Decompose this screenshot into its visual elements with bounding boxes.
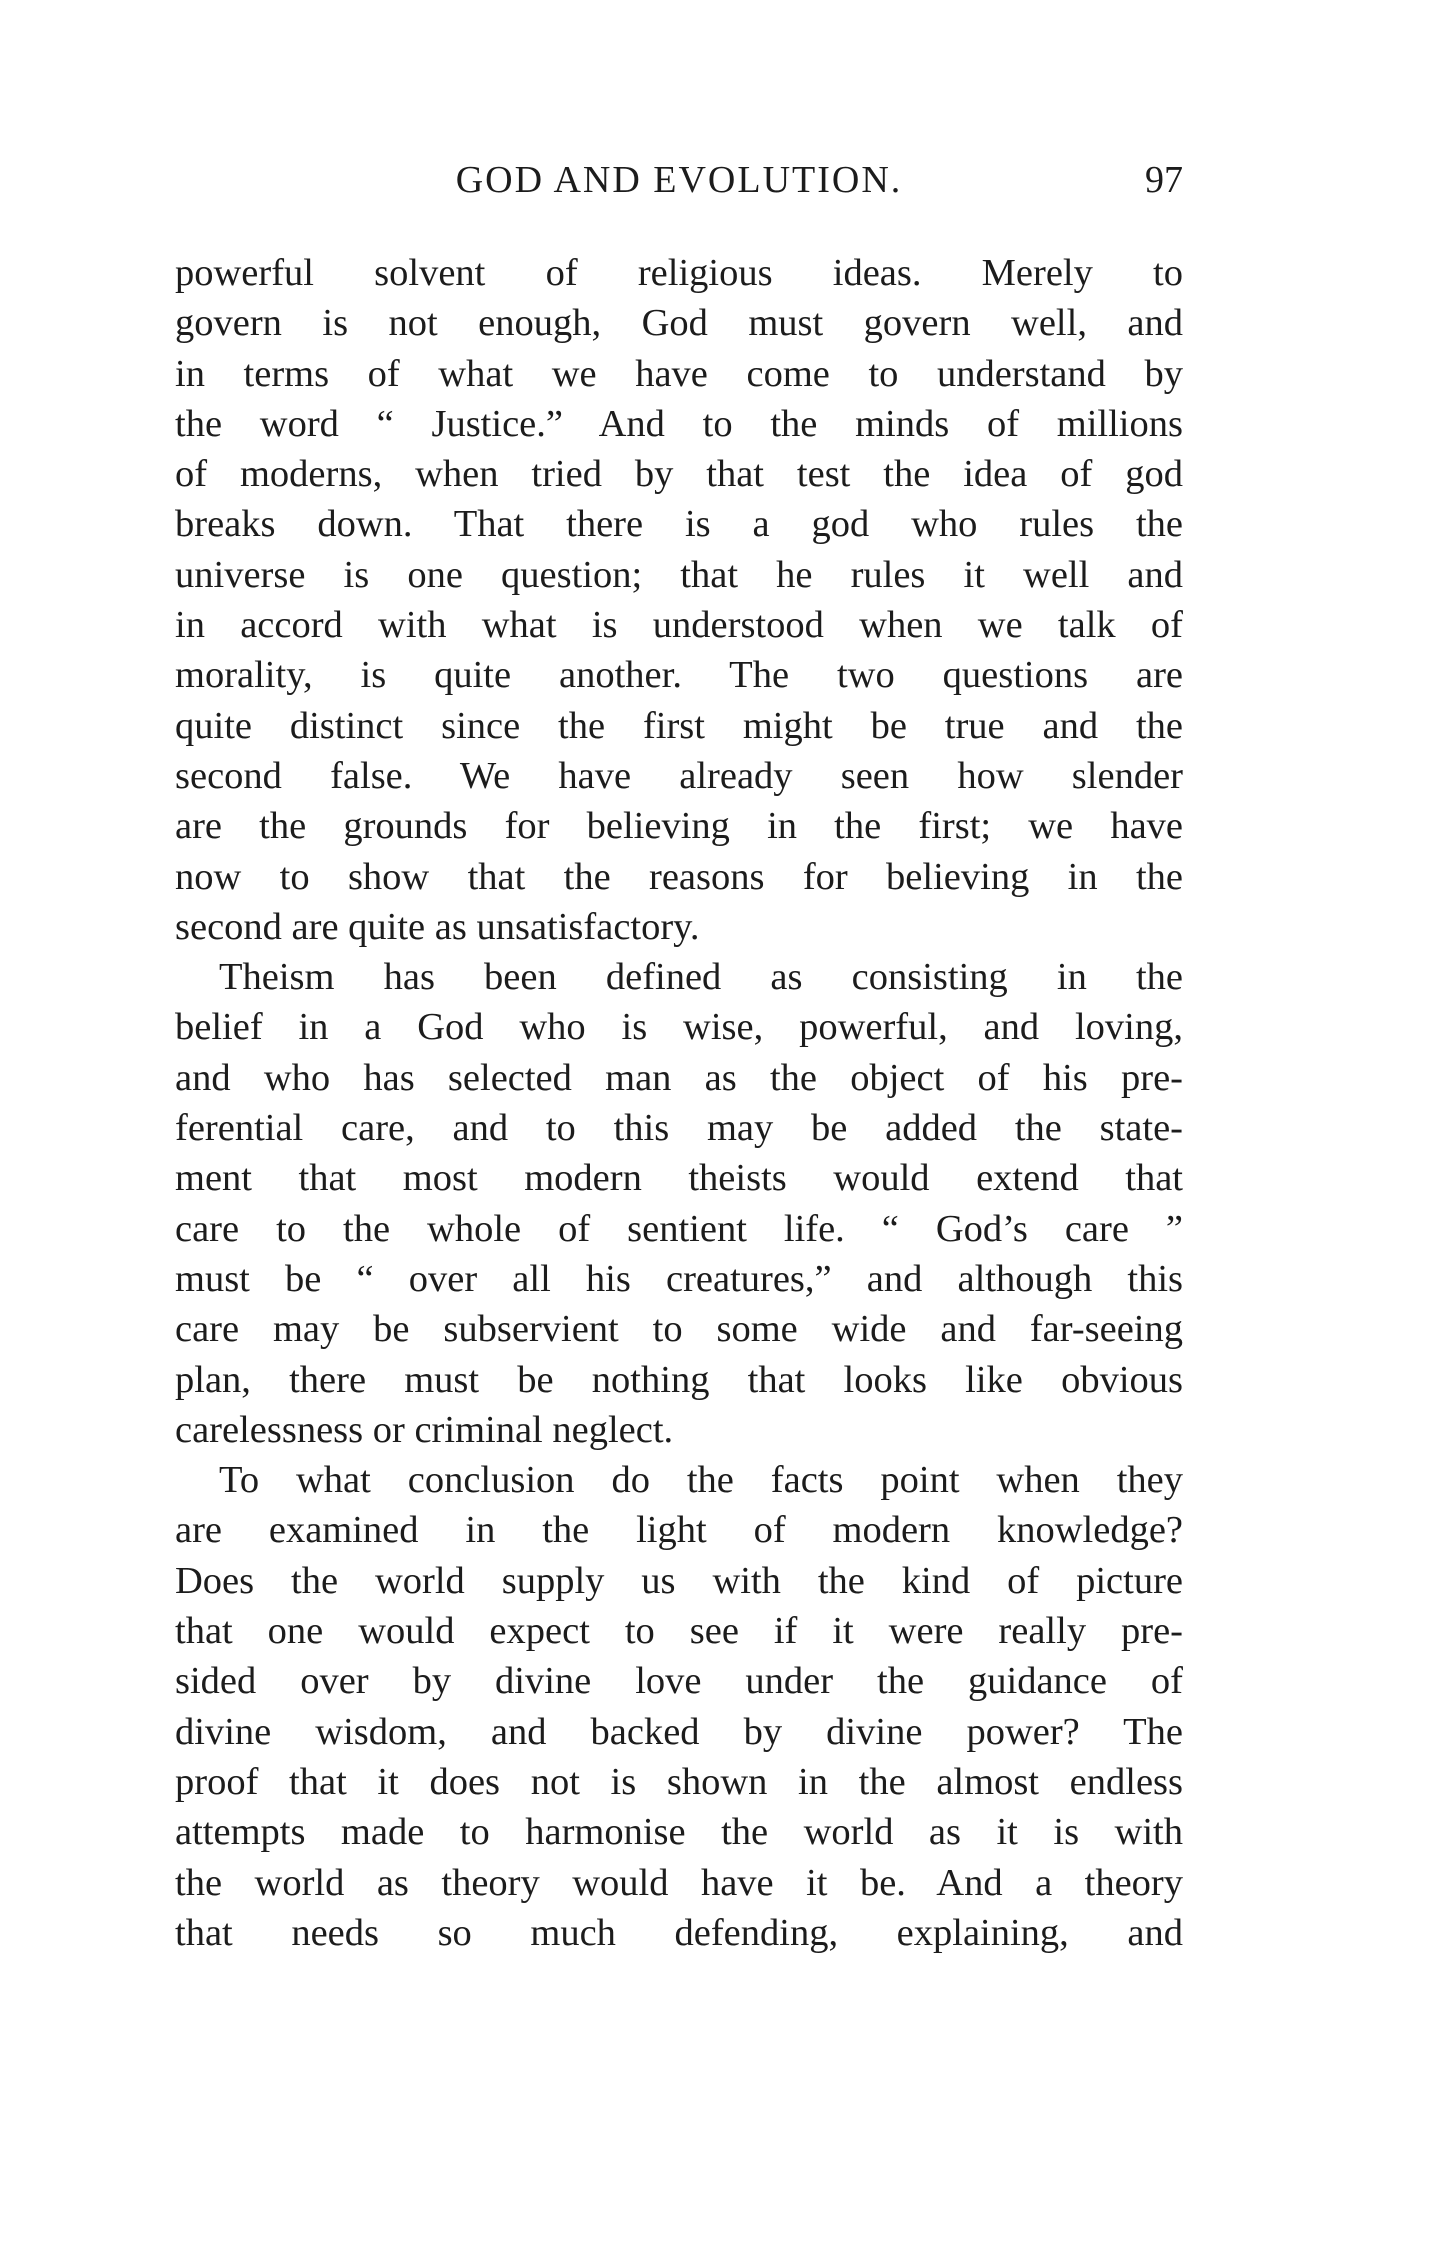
text-line: Theism has been defined as consisting in the — [219, 956, 1183, 999]
text-line: now to show that the reasons for believing in the — [175, 855, 1183, 898]
text-line: ferential care, and to this may be added the state- — [175, 1107, 1183, 1150]
text-line: ment that most modern theists would extend that — [175, 1157, 1183, 1200]
text-line: are examined in the light of modern knowledge? — [175, 1509, 1183, 1552]
text-line: attempts made to harmonise the world as it is with — [175, 1811, 1183, 1854]
text-line: morality, is quite another. The two questions are — [175, 654, 1183, 697]
text-line: second false. We have already seen how slender — [175, 754, 1183, 797]
text-line: quite distinct since the first might be true and the — [175, 704, 1183, 747]
body-text — [175, 248, 1183, 1958]
text-line: second are quite as unsatisfactory. — [175, 905, 700, 948]
text-line: divine wisdom, and backed by divine power? The — [175, 1710, 1183, 1753]
running-title: GOD AND EVOLUTION. — [455, 159, 903, 201]
text-line: in accord with what is understood when we talk of — [175, 604, 1183, 647]
paragraph-3 — [175, 1455, 1183, 1958]
text-line: Does the world supply us with the kind of picture — [175, 1559, 1183, 1602]
text-line: powerful solvent of religious ideas. Merely to — [175, 252, 1183, 294]
text-line: universe is one question; that he rules it well and — [175, 553, 1183, 596]
text-line: care to the whole of sentient life. “ God’s care ” — [175, 1207, 1183, 1250]
text-line: in terms of what we have come to understand by — [175, 352, 1183, 395]
text-line: breaks down. That there is a god who rules the — [175, 503, 1183, 546]
text-line: must be “ over all his creatures,” and although this — [175, 1257, 1183, 1300]
text-line: belief in a God who is wise, powerful, and loving, — [175, 1006, 1183, 1049]
paragraph-2 — [175, 952, 1183, 1455]
running-head — [175, 150, 1183, 210]
text-line: the word “ Justice.” And to the minds of millions — [175, 402, 1183, 445]
text-line: govern is not enough, God must govern well, and — [175, 302, 1183, 345]
text-line: are the grounds for believing in the first; we have — [175, 805, 1183, 848]
text-line: care may be subservient to some wide and far-seeing — [175, 1308, 1183, 1351]
text-line: that needs so much defending, explaining, and — [175, 1911, 1183, 1954]
page-number: 97 — [1145, 159, 1183, 201]
paragraph-1 — [175, 248, 1183, 952]
text-line: and who has selected man as the object of his pre- — [175, 1056, 1183, 1099]
text-line: that one would expect to see if it were really pre- — [175, 1610, 1183, 1653]
text-line: carelessness or criminal neglect. — [175, 1408, 674, 1451]
text-line: of moderns, when tried by that test the idea of god — [175, 453, 1183, 496]
text-line: the world as theory would have it be. And a theory — [175, 1861, 1183, 1904]
text-line: plan, there must be nothing that looks like obvious — [175, 1358, 1183, 1401]
text-line: To what conclusion do the facts point when they — [219, 1459, 1183, 1502]
text-line: proof that it does not is shown in the almost endless — [175, 1760, 1183, 1803]
text-line: sided over by divine love under the guidance of — [175, 1660, 1183, 1703]
